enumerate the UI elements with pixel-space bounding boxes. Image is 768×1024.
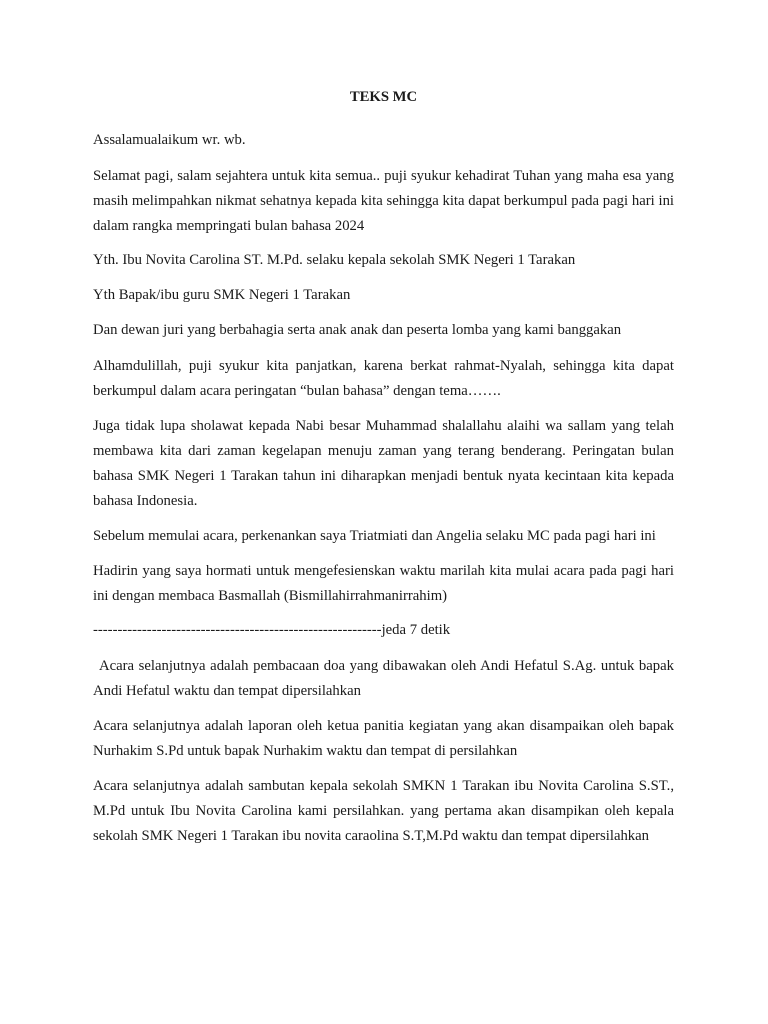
paragraph-committee-report: Acara selanjutnya adalah laporan oleh ketua panitia kegiatan yang akan disampaikan oleh bapak Nurhakim S.Pd untuk bapak Nurhakim waktu dan tempat di persilahkan bbox=[93, 718, 674, 759]
pause-separator: -----------------------------------------------------------jeda 7 detik bbox=[93, 622, 451, 638]
paragraph-greeting: Assalamualaikum wr. wb. bbox=[93, 132, 246, 148]
paragraph-address-jury: Dan dewan juri yang berbahagia serta anak anak dan peserta lomba yang kami banggakan bbox=[93, 322, 622, 338]
paragraph-principal-speech: Acara selanjutnya adalah sambutan kepala sekolah SMKN 1 Tarakan ibu Novita Carolina S.ST., M.Pd untuk Ibu Novita Carolina kami persilahkan. yang pertama akan disampikan oleh kepala sekolah SMK Negeri 1 Tarakan ibu novita caraolina S.T,M.Pd waktu dan tempat dipersilahkan bbox=[93, 778, 674, 844]
paragraph-mc-intro: Sebelum memulai acara, perkenankan saya Triatmiati dan Angelia selaku MC pada pagi hari ini bbox=[93, 528, 656, 544]
paragraph-address-teachers: Yth Bapak/ibu guru SMK Negeri 1 Tarakan bbox=[93, 287, 351, 303]
paragraph-basmallah: Hadirin yang saya hormati untuk mengefesienskan waktu marilah kita mulai acara pada pagi hari ini dengan membaca Basmallah (Bismillahirrahmanirrahim) bbox=[93, 563, 674, 604]
document-title: TEKS MC bbox=[349, 89, 418, 105]
document-body bbox=[93, 86, 674, 859]
paragraph-address-principal: Yth. Ibu Novita Carolina ST. M.Pd. selaku kepala sekolah SMK Negeri 1 Tarakan bbox=[93, 252, 576, 268]
paragraph-prayer: Acara selanjutnya adalah pembacaan doa yang dibawakan oleh Andi Hefatul S.Ag. untuk bapak Andi Hefatul waktu dan tempat dipersilahkan bbox=[93, 658, 674, 699]
paragraph-gratitude: Alhamdulillah, puji syukur kita panjatkan, karena berkat rahmat-Nyalah, sehingga kita dapat berkumpul dalam acara peringatan “bulan bahasa” dengan tema……. bbox=[93, 358, 674, 399]
paragraph-opening: Selamat pagi, salam sejahtera untuk kita semua.. puji syukur kehadirat Tuhan yang maha esa yang masih melimpahkan nikmat sehatnya kepada kita sehingga kita dapat berkumpul pada pagi hari ini dalam rangka mempringati bulan bahasa 2024 bbox=[93, 168, 674, 234]
paragraph-sholawat: Juga tidak lupa sholawat kepada Nabi besar Muhammad shalallahu alaihi wa sallam yang telah membawa kita dari zaman kegelapan menuju zaman yang terang benderang. Peringatan bulan bahasa SMK Negeri 1 Tarakan tahun ini diharapkan menjadi bentuk nyata kecintaan kita kepada bahasa Indonesia. bbox=[93, 418, 674, 509]
